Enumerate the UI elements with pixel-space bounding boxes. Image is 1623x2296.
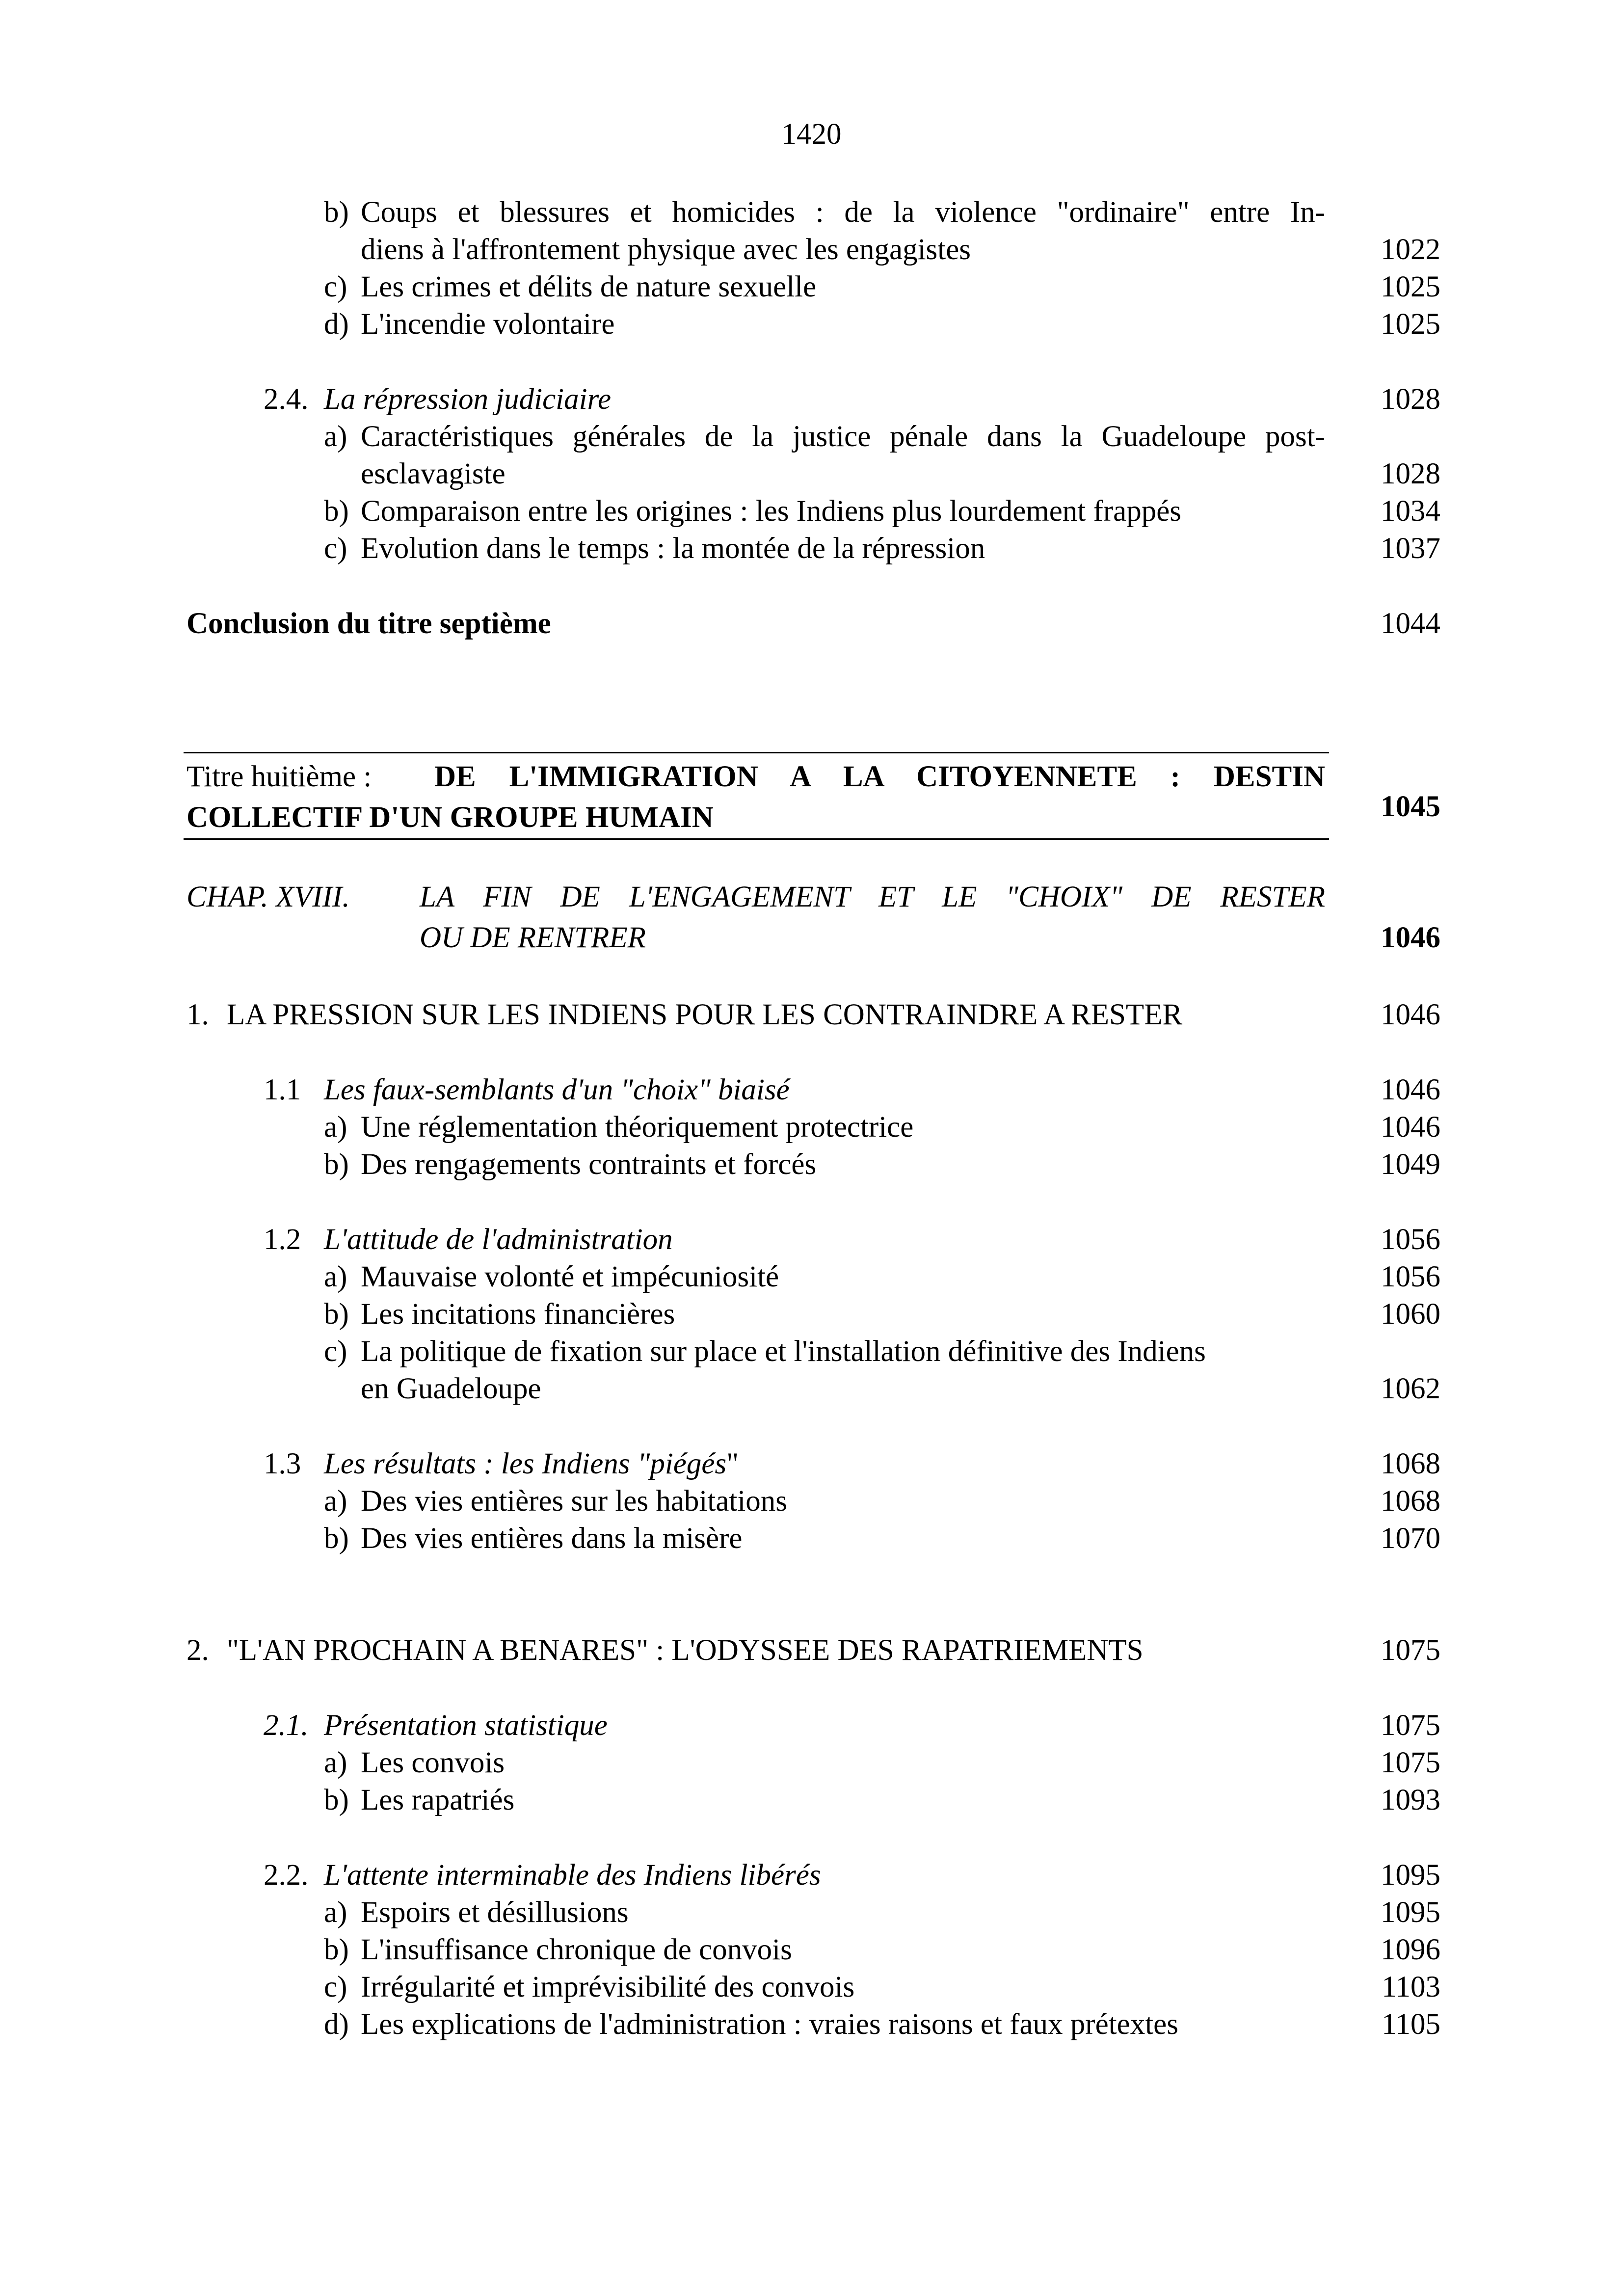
item-label: a) — [324, 1111, 347, 1144]
section-title: Les faux-semblants d'un "choix" biaisé — [324, 1073, 790, 1106]
toc-entry — [0, 418, 1623, 455]
toc-entry — [0, 493, 1623, 530]
toc-entry — [0, 1258, 1623, 1296]
item-text: Coups et blessures et homicides : de la violence "ordinaire" entre In- — [361, 196, 1325, 229]
toc-entry — [0, 455, 1623, 493]
toc-part — [0, 996, 1623, 1034]
toc-entry — [0, 1931, 1623, 1969]
page-ref: 1060 — [1381, 1298, 1440, 1331]
page-ref: 1044 — [1381, 607, 1440, 640]
toc-section-heading — [0, 1071, 1623, 1109]
item-label: b) — [324, 1522, 349, 1555]
item-text: Comparaison entre les origines : les Indiens plus lourdement frappés — [361, 495, 1182, 528]
item-text: Les rapatriés — [361, 1784, 515, 1816]
page-ref: 1096 — [1381, 1933, 1440, 1966]
item-label: b) — [324, 1784, 349, 1816]
page-ref: 1046 — [1381, 1073, 1440, 1106]
item-text: Une réglementation théoriquement protectrice — [361, 1111, 914, 1144]
title-page — [0, 788, 1623, 826]
page-ref: 1093 — [1381, 1784, 1440, 1816]
toc-section-heading — [0, 1221, 1623, 1258]
page-ref: 1037 — [1381, 532, 1440, 565]
item-text: Des vies entières dans la misère — [361, 1522, 743, 1555]
chapter-title: LA FIN DE L'ENGAGEMENT ET LE "CHOIX" DE RESTER — [420, 881, 1325, 913]
item-label: a) — [324, 1485, 347, 1518]
page-ref: 1075 — [1381, 1746, 1440, 1779]
page-number: 1420 — [781, 118, 842, 151]
item-label: c) — [324, 1971, 347, 2003]
toc-entry — [0, 1333, 1623, 1370]
toc-entry — [0, 1520, 1623, 1557]
page-ref: 1056 — [1381, 1260, 1440, 1293]
section-title: Présentation statistique — [324, 1709, 608, 1742]
item-label: b) — [324, 1298, 349, 1331]
section-title: L'attitude de l'administration — [324, 1223, 673, 1256]
toc-entry — [0, 1296, 1623, 1333]
page-ref: 1095 — [1381, 1859, 1440, 1892]
item-text: Espoirs et désillusions — [361, 1896, 629, 1929]
title-rule-top — [184, 752, 1329, 753]
item-label: a) — [324, 1896, 347, 1929]
item-label: a) — [324, 1746, 347, 1779]
item-text: La politique de fixation sur place et l'installation définitive des Indiens — [361, 1335, 1206, 1368]
toc-section-heading — [0, 381, 1623, 418]
section-number: 2.1. — [264, 1709, 309, 1742]
toc-entry — [0, 2006, 1623, 2043]
title-text-2: COLLECTIF D'UN GROUPE HUMAIN — [186, 801, 714, 834]
item-text: en Guadeloupe — [361, 1372, 541, 1405]
toc-entry — [0, 306, 1623, 343]
toc-entry — [0, 268, 1623, 306]
title-prefix: Titre huitième : — [186, 760, 372, 793]
toc-entry — [0, 1146, 1623, 1183]
page-ref: 1046 — [1381, 998, 1440, 1031]
page-ref: 1075 — [1381, 1709, 1440, 1742]
item-text: Les crimes et délits de nature sexuelle — [361, 270, 817, 303]
section-title-part: Les résultats : les Indiens " — [324, 1447, 650, 1480]
page-ref: 1095 — [1381, 1896, 1440, 1929]
section-title: L'attente interminable des Indiens libérés — [324, 1859, 821, 1892]
page-ref: 1028 — [1381, 383, 1440, 416]
section-number: 1.2 — [264, 1223, 301, 1256]
page-ref: 1049 — [1381, 1148, 1440, 1181]
page-ref: 1103 — [1382, 1971, 1440, 2003]
page-ref: 1046 — [1381, 921, 1440, 954]
toc-entry — [0, 231, 1623, 268]
toc-part — [0, 1632, 1623, 1669]
page-ref: 1056 — [1381, 1223, 1440, 1256]
chapter-line-1 — [0, 879, 1623, 916]
title-text: DE L'IMMIGRATION A LA CITOYENNETE : DESTIN — [434, 760, 1325, 793]
page-ref: 1028 — [1381, 457, 1440, 490]
item-text: esclavagiste — [361, 457, 506, 490]
page-ref: 1075 — [1381, 1634, 1440, 1667]
title-rule-bottom — [184, 838, 1329, 840]
item-text: Mauvaise volonté et impécuniosité — [361, 1260, 779, 1293]
page-ref: 1025 — [1381, 308, 1440, 341]
toc-conclusion — [0, 605, 1623, 642]
page-ref: 1070 — [1381, 1522, 1440, 1555]
toc-entry — [0, 1483, 1623, 1520]
toc-entry — [0, 1744, 1623, 1782]
toc-entry — [0, 1370, 1623, 1408]
item-label: c) — [324, 270, 347, 303]
item-label: d) — [324, 308, 349, 341]
page-ref: 1034 — [1381, 495, 1440, 528]
item-label: b) — [324, 1148, 349, 1181]
item-text: L'incendie volontaire — [361, 308, 615, 341]
page-ref: 1022 — [1381, 233, 1440, 266]
item-text: L'insuffisance chronique de convois — [361, 1933, 792, 1966]
page-ref: 1062 — [1381, 1372, 1440, 1405]
part-number: 1. — [186, 998, 209, 1031]
chapter-title-2: OU DE RENTRER — [420, 921, 646, 954]
item-text: Evolution dans le temps : la montée de la répression — [361, 532, 985, 565]
toc-entry — [0, 1782, 1623, 1819]
item-label: c) — [324, 1335, 347, 1368]
item-label: b) — [324, 1933, 349, 1966]
chapter-line-2 — [0, 919, 1623, 957]
toc-section-heading — [0, 1707, 1623, 1744]
section-title-part: " — [726, 1447, 739, 1480]
item-text: Les explications de l'administration : vraies raisons et faux prétextes — [361, 2008, 1178, 2041]
item-label: b) — [324, 495, 349, 528]
item-text: Caractéristiques générales de la justice pénale dans la Guadeloupe post- — [361, 420, 1325, 453]
page-ref: 1068 — [1381, 1447, 1440, 1480]
page-ref: 1046 — [1381, 1111, 1440, 1144]
item-label: a) — [324, 420, 347, 453]
toc-entry — [0, 1969, 1623, 2006]
toc-entry — [0, 1894, 1623, 1931]
section-title-part: piégés — [650, 1447, 727, 1480]
toc-entry — [0, 530, 1623, 567]
item-text: Des rengagements contraints et forcés — [361, 1148, 817, 1181]
page-ref: 1068 — [1381, 1485, 1440, 1518]
section-number: 2.2. — [264, 1859, 309, 1892]
item-label: c) — [324, 532, 347, 565]
item-text: Des vies entières sur les habitations — [361, 1485, 788, 1518]
chapter-number: CHAP. XVIII. — [186, 881, 350, 913]
toc-entry — [0, 194, 1623, 231]
item-label: b) — [324, 196, 349, 229]
section-number: 1.1 — [264, 1073, 301, 1106]
item-label: d) — [324, 2008, 349, 2041]
item-label: a) — [324, 1260, 347, 1293]
page-ref: 1025 — [1381, 270, 1440, 303]
section-title: La répression judiciaire — [324, 383, 612, 416]
toc-section-heading — [0, 1857, 1623, 1894]
page-ref: 1045 — [1381, 790, 1440, 823]
item-text: Les incitations financières — [361, 1298, 675, 1331]
page-ref: 1105 — [1382, 2008, 1440, 2041]
part-number: 2. — [186, 1634, 209, 1667]
item-text: diens à l'affrontement physique avec les engagistes — [361, 233, 971, 266]
item-text: Les convois — [361, 1746, 505, 1779]
section-title — [324, 1445, 739, 1483]
part-title: LA PRESSION SUR LES INDIENS POUR LES CONTRAINDRE A RESTER — [227, 998, 1183, 1031]
section-number: 2.4. — [264, 383, 309, 416]
toc-entry — [0, 1109, 1623, 1146]
toc-section-heading — [0, 1445, 1623, 1483]
conclusion-title: Conclusion du titre septième — [186, 607, 551, 640]
part-title: "L'AN PROCHAIN A BENARES" : L'ODYSSEE DES RAPATRIEMENTS — [227, 1634, 1144, 1667]
section-number: 1.3 — [264, 1447, 301, 1480]
item-text: Irrégularité et imprévisibilité des convois — [361, 1971, 855, 2003]
